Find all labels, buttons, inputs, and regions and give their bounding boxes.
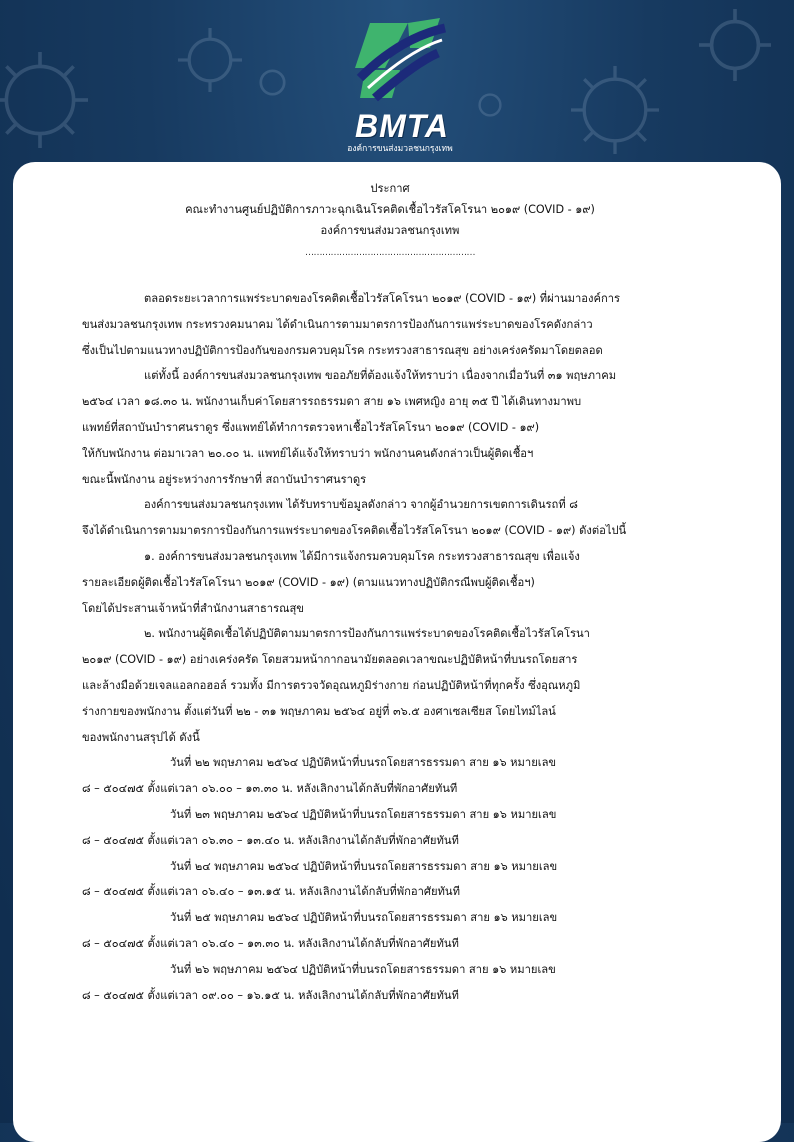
virus-decoration-icon: [470, 85, 510, 125]
body-line: ๒๕๖๔ เวลา ๑๘.๓๐ น. พนักงานเก็บค่าโดยสารรถธรรมดา สาย ๑๖ เพศหญิง อายุ ๓๕ ปี ได้เดินทางมาพบ: [82, 395, 582, 409]
virus-decoration-icon: [0, 40, 100, 160]
body-line: ๘ – ๕๐๔๗๕ ตั้งแต่เวลา ๐๖.๔๐ – ๑๓.๑๕ น. หลังเลิกงานได้กลับที่พักอาศัยทันที: [82, 885, 460, 899]
body-line: ๒. พนักงานผู้ติดเชื้อได้ปฏิบัติตามมาตรการป้องกันการแพร่ระบาดของโรคติดเชื้อไวรัสโคโรนา: [144, 627, 590, 641]
body-line: ๘ – ๕๐๔๗๕ ตั้งแต่เวลา ๐๙.๐๐ – ๑๖.๑๕ น. หลังเลิกงานได้กลับที่พักอาศัยทันที: [82, 988, 459, 1002]
announcement-title: ประกาศ: [370, 182, 410, 195]
body-line: และล้างมือด้วยเจลแอลกอฮอล์ รวมทั้ง มีการตรวจวัดอุณหภูมิร่างกาย ก่อนปฏิบัติหน้าที่ทุกครั้ง ซึ่งอุณหภูมิ: [82, 678, 581, 692]
body-line: แพทย์ที่สถาบันบำราศนราดูร ซึ่งแพทย์ได้ทำการตรวจหาเชื้อไวรัสโคโรนา ๒๐๑๙ (COVID - ๑๙): [82, 420, 540, 434]
announcement-subtitle: คณะทำงานศูนย์ปฏิบัติการภาวะฉุกเฉินโรคติดเชื้อไวรัสโคโรนา ๒๐๑๙ (COVID - ๑๙): [185, 203, 595, 216]
body-line: ตลอดระยะเวลาการแพร่ระบาดของโรคติดเชื้อไวรัสโคโรนา ๒๐๑๙ (COVID - ๑๙) ที่ผ่านมาองค์การ: [144, 292, 621, 305]
virus-decoration-icon: [250, 60, 295, 105]
body-line: ซึ่งเป็นไปตามแนวทางปฏิบัติการป้องกันของกรมควบคุมโรค กระทรวงสาธารณสุข อย่างเคร่งครัดมาโดยตลอด: [82, 343, 603, 357]
body-line: ของพนักงานสรุปได้ ดังนี้: [82, 730, 200, 744]
separator: ……………………………………………………: [305, 248, 475, 258]
body-line: ๘ – ๕๐๔๗๕ ตั้งแต่เวลา ๐๖.๐๐ – ๑๓.๓๐ น. หลังเลิกงานได้กลับที่พักอาศัยทันที: [82, 782, 458, 796]
bmta-logo: [330, 8, 470, 158]
body-line: วันที่ ๒๕ พฤษภาคม ๒๕๖๔ ปฏิบัติหน้าที่บนรถโดยสารธรรมดา สาย ๑๖ หมายเลข: [170, 911, 558, 925]
body-line: วันที่ ๒๔ พฤษภาคม ๒๕๖๔ ปฏิบัติหน้าที่บนรถโดยสารธรรมดา สาย ๑๖ หมายเลข: [170, 859, 558, 873]
body-line: องค์การขนส่งมวลชนกรุงเทพ ได้รับทราบข้อมูลดังกล่าว จากผู้อำนวยการเขตการเดินรถที่ ๘: [144, 498, 578, 512]
body-line: ร่างกายของพนักงาน ตั้งแต่วันที่ ๒๒ - ๓๑ พฤษภาคม ๒๕๖๔ อยู่ที่ ๓๖.๕ องศาเซลเซียส โดยไทม์ไลน์: [82, 704, 556, 718]
body-line: วันที่ ๒๒ พฤษภาคม ๒๕๖๔ ปฏิบัติหน้าที่บนรถโดยสารธรรมดา สาย ๑๖ หมายเลข: [170, 756, 557, 770]
body-line: แต่ทั้งนี้ องค์การขนส่งมวลชนกรุงเทพ ขออภัยที่ต้องแจ้งให้ทราบว่า เนื่องจากเมื่อวันที่ ๓๑ พฤษภาคม: [144, 369, 617, 383]
bmta-logo-icon: [330, 8, 470, 108]
announcement-org: องค์การขนส่งมวลชนกรุงเทพ: [320, 224, 460, 237]
virus-decoration-icon: [690, 0, 780, 90]
body-line: วันที่ ๒๖ พฤษภาคม ๒๕๖๔ ปฏิบัติหน้าที่บนรถโดยสารธรรมดา สาย ๑๖ หมายเลข: [170, 962, 556, 976]
body-line: โดยได้ประสานเจ้าหน้าที่สำนักงานสาธารณสุข: [82, 601, 304, 615]
logo-subtitle: องค์การขนส่งมวลชนกรุงเทพ: [347, 144, 453, 154]
body-line: ๘ – ๕๐๔๗๕ ตั้งแต่เวลา ๐๖.๓๐ – ๑๓.๔๐ น. หลังเลิกงานได้กลับที่พักอาศัยทันที: [82, 833, 459, 847]
body-line: ขณะนี้พนักงาน อยู่ระหว่างการรักษาที่ สถาบันบำราศนราดูร: [82, 472, 367, 486]
virus-decoration-icon: [560, 55, 670, 165]
body-line: รายละเอียดผู้ติดเชื้อไวรัสโคโรนา ๒๐๑๙ (COVID - ๑๙) (ตามแนวทางปฏิบัติกรณีพบผู้ติดเชื้อฯ): [82, 575, 535, 589]
body-line: วันที่ ๒๓ พฤษภาคม ๒๕๖๔ ปฏิบัติหน้าที่บนรถโดยสารธรรมดา สาย ๑๖ หมายเลข: [170, 807, 557, 821]
announcement-body: [82, 286, 698, 1008]
body-line: ให้กับพนักงาน ต่อมาเวลา ๒๐.๐๐ น. แพทย์ได้แจ้งให้ทราบว่า พนักงานคนดังกล่าวเป็นผู้ติดเชื้อฯ: [82, 446, 534, 460]
body-line: จึงได้ดำเนินการตามมาตรการป้องกันการแพร่ระบาดของโรคติดเชื้อไวรัสโคโรนา ๒๐๑๙ (COVID - ๑๙) ดังต่อไปนี้: [82, 524, 627, 538]
announcement-header: [82, 178, 698, 263]
body-line: ขนส่งมวลชนกรุงเทพ กระทรวงคมนาคม ได้ดำเนินการตามมาตรการป้องกันการแพร่ระบาดของโรคดังกล่าว: [82, 317, 593, 331]
body-line: ๘ – ๕๐๔๗๕ ตั้งแต่เวลา ๐๖.๔๐ – ๑๓.๓๐ น. หลังเลิกงานได้กลับที่พักอาศัยทันที: [82, 936, 459, 950]
body-line: ๒๐๑๙ (COVID - ๑๙) อย่างเคร่งครัด โดยสวมหน้ากากอนามัยตลอดเวลาขณะปฏิบัติหน้าที่บนรถโดยสาร: [82, 653, 578, 667]
logo-wordmark: BMTA: [354, 108, 450, 144]
body-line: ๑. องค์การขนส่งมวลชนกรุงเทพ ได้มีการแจ้งกรมควบคุมโรค กระทรวงสาธารณสุข เพื่อแจ้ง: [144, 549, 580, 563]
virus-decoration-icon: [170, 20, 250, 100]
